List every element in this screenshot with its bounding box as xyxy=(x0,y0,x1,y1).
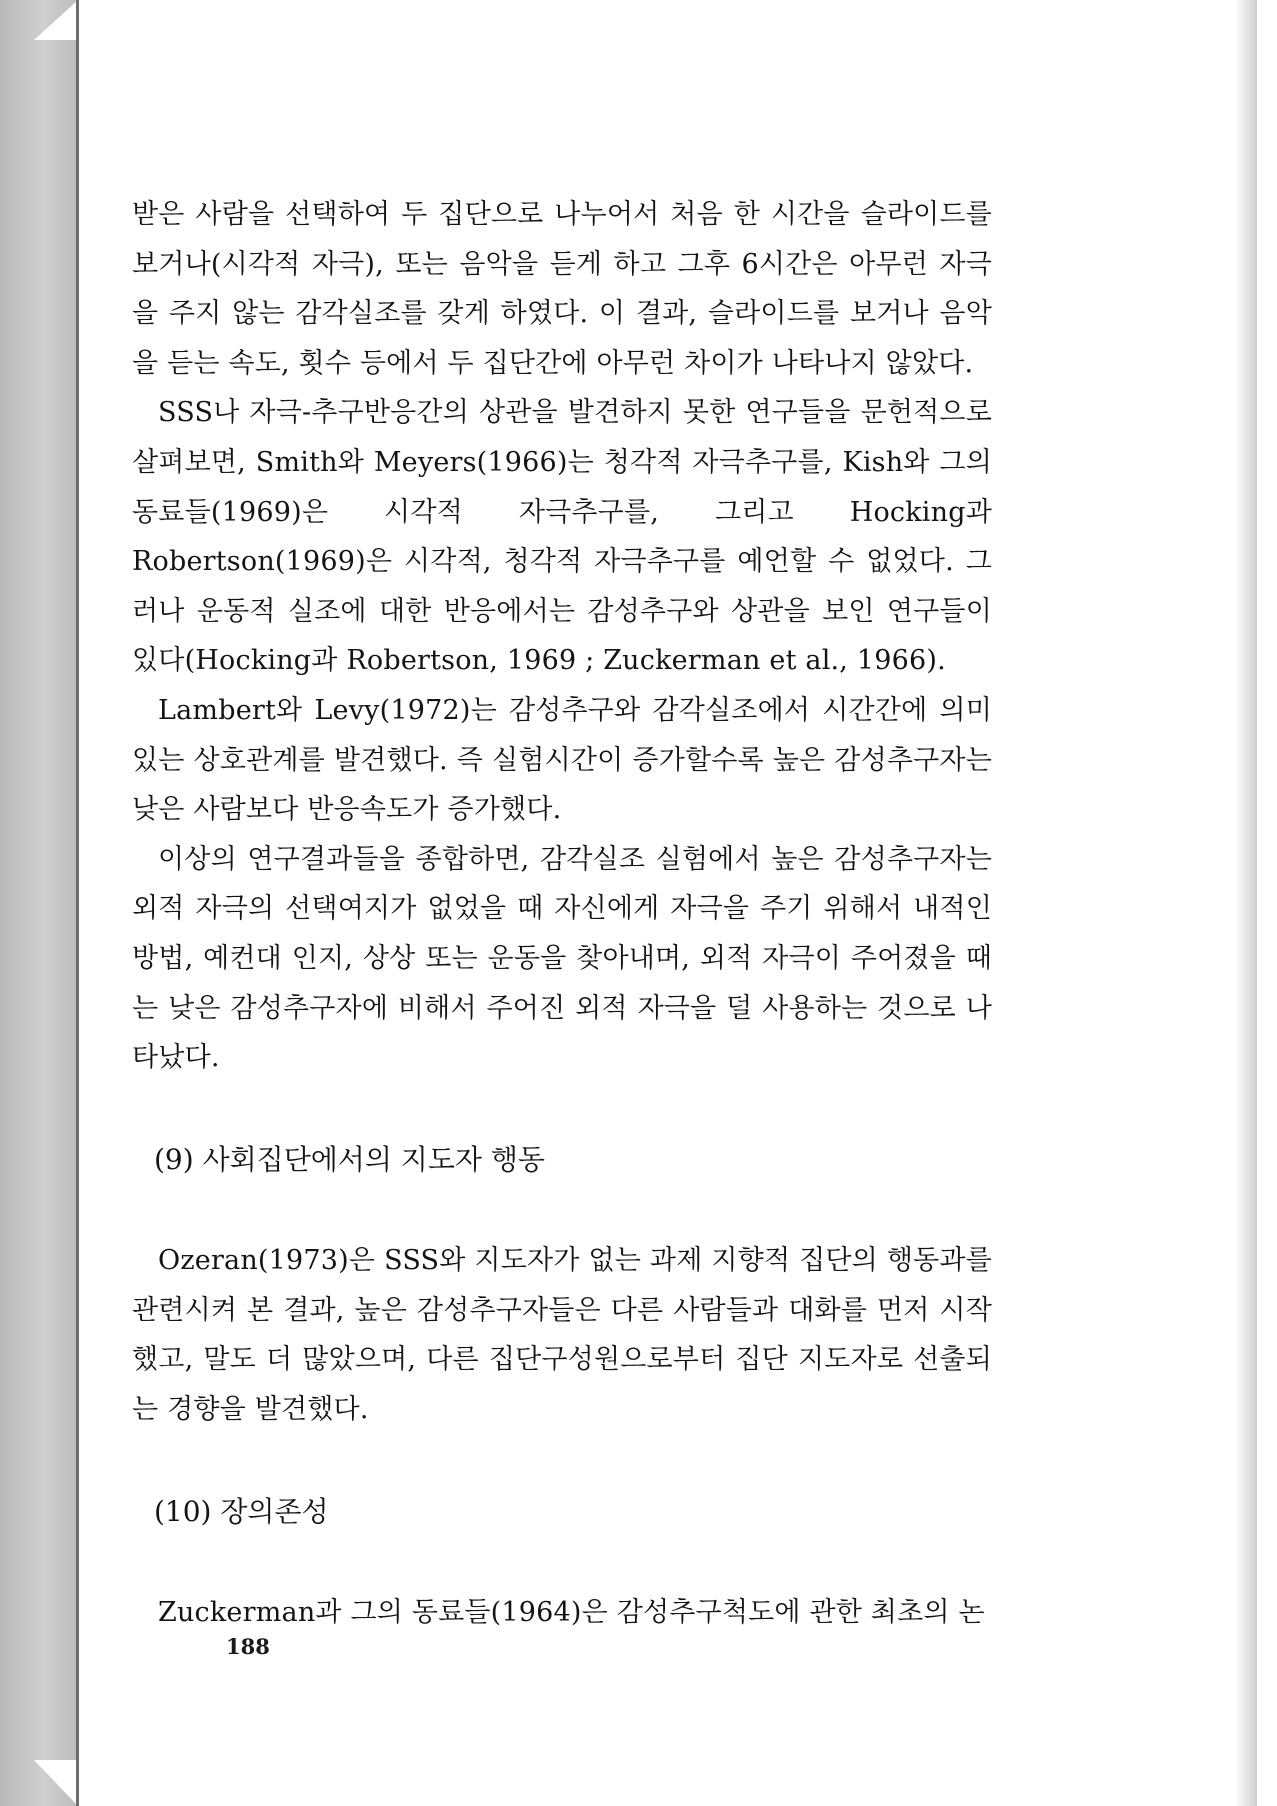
section-heading-10: (10) 장의존성 xyxy=(154,1494,329,1528)
section-heading-9: (9) 사회집단에서의 지도자 행동 xyxy=(154,1142,545,1176)
paragraph-summary: 이상의 연구결과들을 종합하면, 감각실조 실험에서 높은 감성추구자는 외적 자극의 선택여지가 없었을 때 자신에게 자극을 주기 위해서 내적인 방법, 예컨대 인지, 상상 또는 운동을 찾아내며, 외적 자극이 주어졌을 때는 낮은 감성추구자에 비해서 주어진 외적 자극을 덜 사용하는 것으로 나타났다. xyxy=(132,843,992,1074)
page-body xyxy=(132,190,992,1638)
paragraph-ozeran: Ozeran(1973)은 SSS와 지도자가 없는 과제 지향적 집단의 행동과를 관련시켜 본 결과, 높은 감성추구자들은 다른 사람들과 대화를 먼저 시작했고, 말도 더 많았으며, 다른 집단구성원으로부터 집단 지도자로 선출되는 경향을 발견했다. xyxy=(132,1245,992,1426)
page-number: 188 xyxy=(226,1634,270,1659)
paragraph-continuation: 받은 사람을 선택하여 두 집단으로 나누어서 처음 한 시간을 슬라이드를 보거나(시각적 자극), 또는 음악을 듣게 하고 그후 6시간은 아무런 자극을 주지 않는 감각실조를 갖게 하였다. 이 결과, 슬라이드를 보거나 음악을 듣는 속도, 횟수 등에서 두 집단간에 아무런 차이가 나타나지 않았다. xyxy=(132,199,992,379)
paragraph-sss-literature: SSS나 자극-추구반응간의 상관을 발견하지 못한 연구들을 문헌적으로 살펴보면, Smith와 Meyers(1966)는 청각적 자극추구를, Kish와 그의 동료들(1969)은 시각적 자극추구를, 그리고 Hocking과 Robertson(1969)은 시각적, 청각적 자극추구를 예언할 수 없었다. 그러나 운동적 실조에 대한 반응에서는 감성추구와 상관을 보인 연구들이 있다(Hocking과 Robertson, 1969 ; Zuckerman et al., 1966). xyxy=(132,397,992,677)
page-edge-shadow xyxy=(1235,0,1257,1806)
paragraph-zuckerman: Zuckerman과 그의 동료들(1964)은 감성추구척도에 관한 최초의 논 xyxy=(158,1597,985,1629)
paragraph-lambert-levy: Lambert와 Levy(1972)는 감성추구와 감각실조에서 시간간에 의미있는 상호관계를 발견했다. 즉 실험시간이 증가할수록 높은 감성추구자는 낮은 사람보다 반응속도가 증가했다. xyxy=(132,694,992,826)
book-spine xyxy=(0,0,78,1806)
